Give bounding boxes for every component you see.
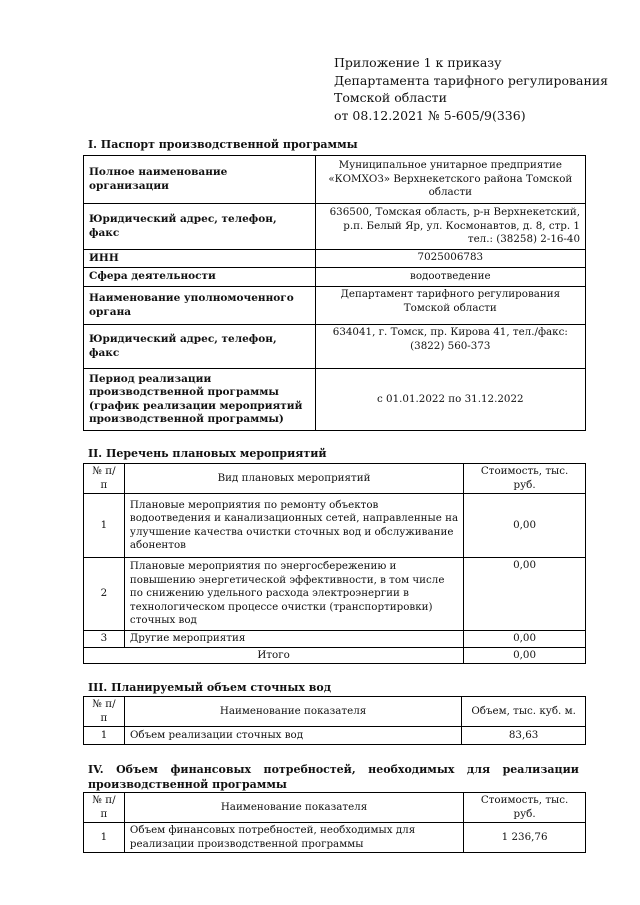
row-name: Другие мероприятия (124, 631, 463, 648)
table-header-row (84, 793, 586, 823)
row-name: Объем реализации сточных вод (124, 727, 461, 745)
row-num: 1 (84, 727, 125, 745)
table-row (84, 204, 586, 250)
table-row (84, 325, 586, 369)
passport-table (83, 155, 586, 431)
passport-value: Муниципальное унитарное предприятие «КОМХОЗ» Верхнекетского района Томской области (315, 156, 585, 204)
passport-label: Полное наименование организации (84, 156, 316, 204)
title-word: финансовых (170, 763, 252, 776)
row-name: Объем финансовых потребностей, необходимых для реализации производственной программы (124, 823, 463, 853)
finance-table (83, 792, 586, 853)
table-row (84, 631, 586, 648)
passport-label: Юридический адрес, телефон, факс (84, 204, 316, 250)
header-num: № п/п (84, 464, 125, 494)
volume-table (83, 696, 586, 745)
row-cost: 0,00 (464, 494, 586, 558)
title-word: Объем (116, 763, 158, 776)
row-num: 2 (84, 558, 125, 631)
appendix-line: Томской области (334, 90, 447, 105)
table-row (84, 156, 586, 204)
passport-value: 634041, г. Томск, пр. Кирова 41, тел./факс: (3822) 560-373 (315, 325, 585, 369)
appendix-line: от 08.12.2021 № 5-605/9(336) (334, 107, 526, 123)
header-cost: Стоимость, тыс. руб. (464, 793, 586, 823)
row-cost: 0,00 (464, 631, 586, 648)
row-num: 3 (84, 631, 125, 648)
row-volume: 83,63 (462, 727, 586, 745)
title-word: необходимых (368, 763, 455, 776)
title-word: потребностей, (263, 763, 356, 776)
header-name: Вид плановых мероприятий (124, 464, 463, 494)
title-word: IV. (88, 763, 104, 776)
passport-label: Сфера деятельности (84, 268, 316, 287)
header-num: № п/п (84, 697, 125, 727)
title-word: реализации (502, 763, 579, 776)
header-volume: Объем, тыс. куб. м. (462, 697, 586, 727)
passport-value: 7025006783 (315, 250, 585, 268)
total-label: Итого (84, 647, 464, 664)
passport-value: 636500, Томская область, р-н Верхнекетский, р.п. Белый Яр, ул. Космонавтов, д. 8, стр. 1 тел.: (38258) 2-16-40 (315, 204, 585, 250)
row-num: 1 (84, 823, 125, 853)
table-header-row (84, 697, 586, 727)
header-cost: Стоимость, тыс. руб. (464, 464, 586, 494)
table-row (84, 250, 586, 268)
table-row (84, 558, 586, 631)
table-row (84, 287, 586, 325)
title-line2: производственной программы (88, 778, 287, 791)
section4-title (88, 762, 579, 792)
appendix-line: Департамента тарифного регулирования (334, 72, 609, 88)
passport-value: водоотведение (315, 268, 585, 287)
header-name: Наименование показателя (124, 793, 463, 823)
passport-label: Юридический адрес, телефон, факс (84, 325, 316, 369)
header-name: Наименование показателя (124, 697, 461, 727)
appendix-header (334, 54, 608, 124)
total-cost: 0,00 (464, 647, 586, 664)
passport-label: Наименование уполномоченного органа (84, 287, 316, 325)
table-header-row (84, 464, 586, 494)
measures-table (83, 463, 586, 664)
table-row (84, 369, 586, 431)
row-cost: 1 236,76 (464, 823, 586, 853)
row-name: Плановые мероприятия по энергосбережению и повышению энергетической эффективности, в том числе по снижению удельного расхода электроэнергии в технологическом процессе очистки (транспортировки) сточных вод (124, 558, 463, 631)
passport-label: ИНН (84, 250, 316, 268)
table-row (84, 494, 586, 558)
table-row (84, 823, 586, 853)
appendix-line: Приложение 1 к приказу (334, 55, 502, 70)
table-row (84, 727, 586, 745)
passport-label: Период реализации производственной программы (график реализации мероприятий производственной программы) (84, 369, 316, 431)
passport-value: Департамент тарифного регулирования Томской области (315, 287, 585, 325)
header-num: № п/п (84, 793, 125, 823)
passport-value: с 01.01.2022 по 31.12.2022 (315, 369, 585, 431)
title-word: для (466, 763, 491, 776)
row-name: Плановые мероприятия по ремонту объектов водоотведения и канализационных сетей, направленные на улучшение качества очистки сточных вод и обслуживание абонентов (124, 494, 463, 558)
section2-title: II. Перечень плановых мероприятий (88, 447, 327, 460)
section3-title: III. Планируемый объем сточных вод (88, 681, 332, 694)
row-cost: 0,00 (464, 558, 586, 631)
table-row (84, 268, 586, 287)
table-total-row (84, 647, 586, 664)
row-num: 1 (84, 494, 125, 558)
section1-title: I. Паспорт производственной программы (88, 138, 358, 151)
